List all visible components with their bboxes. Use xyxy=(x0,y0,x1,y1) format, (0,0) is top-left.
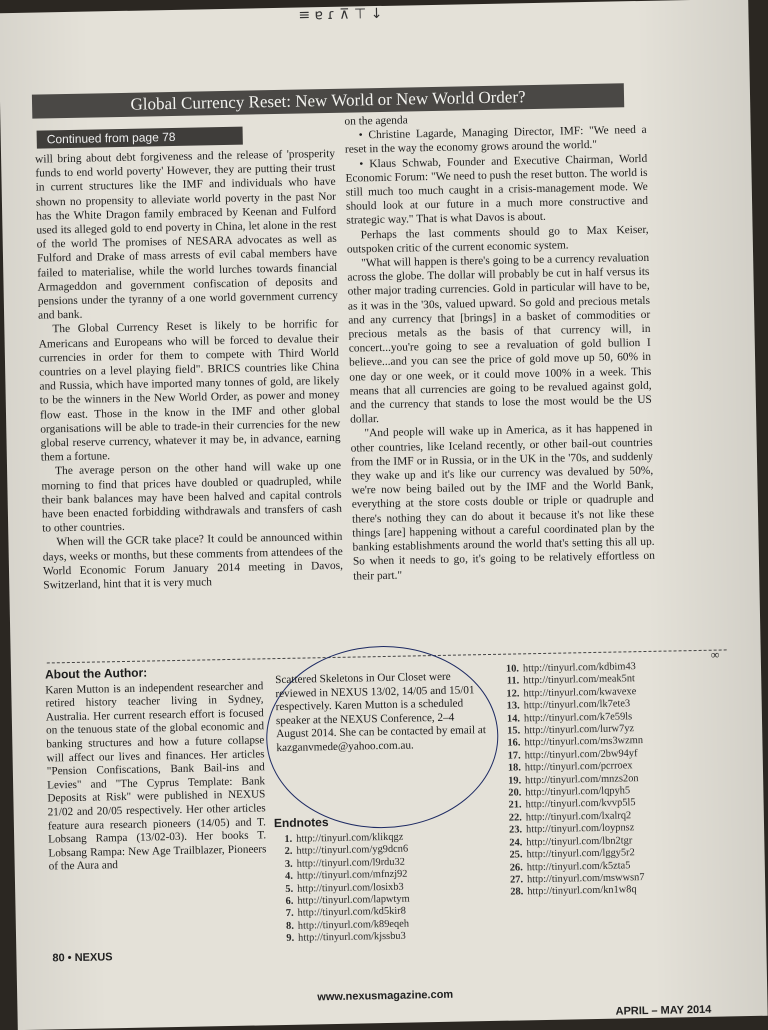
endnote-number: 1. xyxy=(284,833,293,845)
previous-page-scrap: ≡ ɐ ɾ ⊼ ⊤ ↓ xyxy=(298,5,383,24)
endnote-url: http://tinyurl.com/yg9dcn6 xyxy=(296,843,409,858)
end-mark: ∞ xyxy=(710,647,720,662)
endnote-number: 28. xyxy=(510,886,524,898)
continued-label: Continued from page 78 xyxy=(37,127,243,149)
endnote-number: 24. xyxy=(509,837,523,849)
endnote-url: http://tinyurl.com/lggy5r2 xyxy=(526,847,635,861)
endnote-number: 12. xyxy=(506,688,520,700)
author-heading: About the Author: xyxy=(44,665,148,682)
article-column-left xyxy=(35,147,343,593)
endnote-url: http://tinyurl.com/kd5kir8 xyxy=(297,906,406,920)
endnote-url: http://tinyurl.com/klikqgz xyxy=(296,831,404,845)
endnote-url: http://tinyurl.com/loypnsz xyxy=(525,822,635,836)
endnote-url: http://tinyurl.com/kwavexe xyxy=(523,685,637,700)
paragraph: "What will happen is there's going to be a currency revaluation across the globe. The dollar will probably be cut in half versus its other major trading currencies. Gold in particular will have to be, as it was in the '30s, valued upward. So gold and precious metals and any currency that [brings] in a basket of commodities or precious metals as the basis of that currency will, in concert...you're going to see a revaluation of gold bullion I believe...and you can see the price of gold move up 50, 60% in one day or one week, or it could move 100% in a week. This means that all currencies are going to be revalued against gold, and the currency that stands to lose the most would be the US dollar. xyxy=(347,251,652,426)
endnote-url: http://tinyurl.com/kjssbu3 xyxy=(298,930,406,944)
author-bio-text: Scattered Skeletons in Our Closet were reviewed in NEXUS 13/02, 14/05 and 15/01 respectively. Karen Mutton is a scheduled speaker at the NEXUS Conference, 2–4 August 2014. She can be contacted by email at kazganvmede@yahoo.com.au. xyxy=(275,670,486,755)
endnote-url: http://tinyurl.com/kdbim43 xyxy=(522,661,636,675)
endnote-number: 25. xyxy=(509,849,523,861)
endnote-number: 13. xyxy=(506,700,520,712)
endnote-number: 8. xyxy=(285,920,294,932)
endnote-url: http://tinyurl.com/lurw7yz xyxy=(524,723,635,737)
endnote-number: 20. xyxy=(508,787,522,799)
paragraph: When will the GCR take place? It could be announced within days, weeks or months, but these comments from attendees of the World Economic Forum January 2014 meeting in Davos, Switzerland, hint that it is very much xyxy=(42,531,344,592)
article-title: Global Currency Reset: New World or New World Order? xyxy=(32,83,624,118)
endnote-url: http://tinyurl.com/mfnzj92 xyxy=(296,868,408,882)
endnote-url: http://tinyurl.com/lapwtym xyxy=(297,893,410,907)
issue-date: APRIL – MAY 2014 xyxy=(615,1003,712,1018)
endnote-url: http://tinyurl.com/mnzs2on xyxy=(525,772,639,786)
endnote-number: 10. xyxy=(505,663,520,675)
endnote-number: 9. xyxy=(286,933,295,945)
website-footer: www.nexusmagazine.com xyxy=(317,988,454,1004)
endnote-number: 2. xyxy=(284,846,293,858)
endnote-number: 23. xyxy=(508,824,523,836)
endnote-url: http://tinyurl.com/k7e59ls xyxy=(523,710,633,724)
endnote-number: 7. xyxy=(285,908,294,920)
endnotes-heading: Endnotes xyxy=(273,815,329,831)
endnote-url: http://tinyurl.com/l9rdu32 xyxy=(296,856,406,870)
endnote-number: 16. xyxy=(507,737,521,750)
endnote-url: http://tinyurl.com/k89eqeh xyxy=(297,918,410,932)
endnote-url: http://tinyurl.com/lxalrq2 xyxy=(525,810,632,824)
endnote-url: http://tinyurl.com/2bw94yf xyxy=(524,748,638,762)
quote-bullet: • Klaus Schwab, Founder and Executive Chairman, World Economic Forum: "We need to push the reset button. The world is still much too much caught in a crisis-management mode. We should look at our future in a much more constructive and strategic way." That is what Davos is about. xyxy=(345,152,649,228)
endnote-url: http://tinyurl.com/kn1w8q xyxy=(527,884,637,898)
endnote-number: 19. xyxy=(508,775,522,787)
paragraph: The Global Currency Reset is likely to be horrific for Americans and Europeans who will be forced to devalue their currencies in order for them to compete with Third World countries on a level playing field". BRICS countries like China and Russia, which have imported many tonnes of gold, are likely to be the winners in the New World Order, as power and money flow east. Those in the know in the IMF and other global organisations will be able to trade-in their currencies for the new global reserve currency, whatever it may be, in advance, earning them a fortune. xyxy=(38,318,341,464)
endnote-url: http://tinyurl.com/lk7ete3 xyxy=(523,698,631,712)
endnote-number: 17. xyxy=(507,750,521,762)
endnote-number: 11. xyxy=(506,675,520,688)
endnote-number: 21. xyxy=(508,799,522,812)
endnote-url: http://tinyurl.com/pcrroex xyxy=(524,760,633,774)
endnote-url: http://tinyurl.com/lqpyh5 xyxy=(525,785,631,799)
paragraph: Perhaps the last comments should go to Max Keiser, outspoken critic of the current economic system. xyxy=(346,223,649,256)
endnote-number: 15. xyxy=(507,725,521,737)
paragraph: on the agenda xyxy=(344,114,408,128)
endnote-url: http://tinyurl.com/kvvp5l5 xyxy=(525,797,636,811)
endnote-number: 14. xyxy=(506,713,521,725)
article-column-right xyxy=(344,109,655,583)
paragraph: "And people will wake up in America, as it has happened in other countries, like Iceland recently, or other bail-out countries from the IMF or in Russia, or in the UK in the '70s, and suddenly they wake up and it's like our currency was devalued by 50%, we're now being bailed out by the IMF and the World Bank, everything at the store costs double or triple or quadruple and there's nothing they can do about it because it's not like these things [are] happening without a careful coordinated plan by the banking establishments around the world that's setting this all up. So when it needs to go, it's going to be relatively effortless on their part." xyxy=(350,422,655,583)
quote-bullet: • Christine Lagarde, Managing Director, IMF: "We need a reset in the way the economy grows around the world." xyxy=(344,124,647,157)
endnote-number: 4. xyxy=(285,871,294,883)
endnote-number: 18. xyxy=(507,762,522,774)
author-bio-continued xyxy=(275,670,487,756)
endnote-number: 3. xyxy=(284,858,293,870)
endnote-number: 22. xyxy=(508,812,522,824)
endnote-number: 26. xyxy=(509,861,523,874)
about-author xyxy=(45,664,267,874)
endnote-url: http://tinyurl.com/k5zta5 xyxy=(526,859,631,873)
endnote-number: 6. xyxy=(285,895,294,907)
endnote-url: http://tinyurl.com/meak5nt xyxy=(523,673,635,687)
endnote-number: 27. xyxy=(509,874,524,886)
paragraph: The average person on the other hand will wake up one morning to find that prices have doubled or quadrupled, while their bank balances may have been halved and capital controls have been enacted forbidding withdrawals and transfers of cash to other countries. xyxy=(41,460,342,535)
endnote-url: http://tinyurl.com/mswwsn7 xyxy=(526,871,645,886)
page-number: 80 • NEXUS xyxy=(52,951,113,965)
endnote-url: http://tinyurl.com/ms3wzmn xyxy=(524,735,644,749)
endnotes-list-b xyxy=(497,660,721,900)
paragraph: will bring about debt forgiveness and the release of 'prosperity funds to end world poverty' However, they are putting their trust in current structures like the IMF and individuals who have shown no propensity to alleviate world poverty in the past Nor has the White Dragon family embraced by Keenan and Fulford used its alleged gold to end poverty in China, let alone in the rest of the world The promises of NESARA advocates as well as Fulford and Drake of mass arrests of evil cabal members have failed to materialise, while the world lurches towards financial Armageddon and government confiscation of deposits and pensions under the tyranny of a one world government currency and bank. xyxy=(35,147,338,322)
endnote-url: http://tinyurl.com/losixb3 xyxy=(297,881,404,895)
endnote-number: 5. xyxy=(285,883,294,895)
author-bio: Karen Mutton is an independent researcher and retired history teacher living in Sydney, Australia. Her current research effort is focused on the tenuous state of the global economic and banking structures and how a future collapse will affect our lives and finances. Her articles "Pension Confiscations, Bank Bail-ins and Levies" and "The Cyprus Template: Bank Deposits at Risk" were published in NEXUS 21/02 and 20/05 respectively. Her other articles feature aura research pioneers (14/05) and T. Lobsang Rampa (13/02-03). Her books T. Lobsang Rampa: New Age Trailblazer, Pioneers of the Aura and xyxy=(45,679,267,873)
endnote-url: http://tinyurl.com/lbn2tgr xyxy=(526,834,633,848)
endnotes-list-a xyxy=(270,812,502,946)
